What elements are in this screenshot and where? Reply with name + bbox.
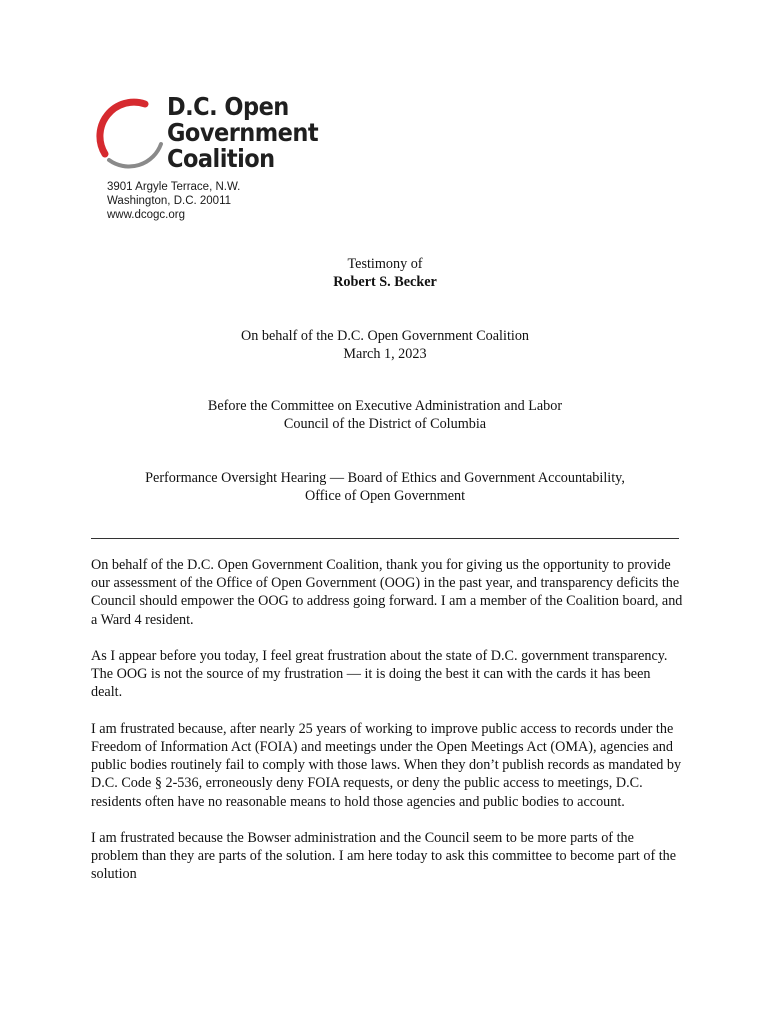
address-website: www.dcogc.org xyxy=(107,209,185,221)
body-paragraph-1: On behalf of the D.C. Open Government Coalition, thank you for giving us the opportunity to provide our assessment of the Office of Open Government (OOG) in the past year, and transparency deficits the Council should empower the OOG to address going forward. I am a member of the Coalition board, and a Ward 4 resident. xyxy=(91,557,683,628)
logo-wordmark xyxy=(167,94,318,172)
logo-line-3: Coalition xyxy=(167,144,275,173)
logo-ring-icon xyxy=(93,94,165,174)
behalf-block xyxy=(0,327,770,363)
testimony-of-label: Testimony of xyxy=(347,256,423,272)
hearing-block xyxy=(0,469,770,505)
on-behalf-line: On behalf of the D.C. Open Government Coalition xyxy=(240,328,530,344)
coalition-address xyxy=(107,180,240,222)
testimony-date: March 1, 2023 xyxy=(343,346,427,362)
body-paragraph-2: As I appear before you today, I feel great frustration about the state of D.C. government transparency. The OOG is not the source of my frustration — it is doing the best it can with the cards it has been dealt. xyxy=(91,648,668,701)
committee-line: Before the Committee on Executive Administration and Labor xyxy=(207,398,563,414)
body-paragraph-4: I am frustrated because the Bowser administration and the Council seem to be more parts of the problem than they are parts of the solution. I am here today to ask this committee to become part of the solution xyxy=(91,830,677,883)
logo-line-2: Government xyxy=(167,118,319,147)
address-street: 3901 Argyle Terrace, N.W. xyxy=(107,181,241,193)
testimony-heading xyxy=(0,255,770,291)
council-line: Council of the District of Columbia xyxy=(283,416,487,432)
body-paragraph-3: I am frustrated because, after nearly 25 years of working to improve public access to records under the Freedom of Information Act (FOIA) and meetings under the Open Meetings Act (OMA), agencies and public bodies routinely fail to comply with those laws. When they don’t publish records as mandated by D.C. Code § 2-536, erroneously deny FOIA requests, or deny the public access to meetings, D.C. residents often have no reasonable means to hold those agencies and public bodies to account. xyxy=(91,720,682,810)
hearing-line-2: Office of Open Government xyxy=(304,488,466,504)
hearing-line-1: Performance Oversight Hearing — Board of Ethics and Government Accountability, xyxy=(145,470,625,486)
committee-block xyxy=(0,397,770,433)
speaker-name: Robert S. Becker xyxy=(333,274,437,290)
coalition-logo xyxy=(93,94,323,174)
address-city: Washington, D.C. 20011 xyxy=(107,195,232,207)
horizontal-divider xyxy=(91,538,679,539)
logo-line-1: D.C. Open xyxy=(167,92,289,121)
testimony-body xyxy=(91,556,683,902)
